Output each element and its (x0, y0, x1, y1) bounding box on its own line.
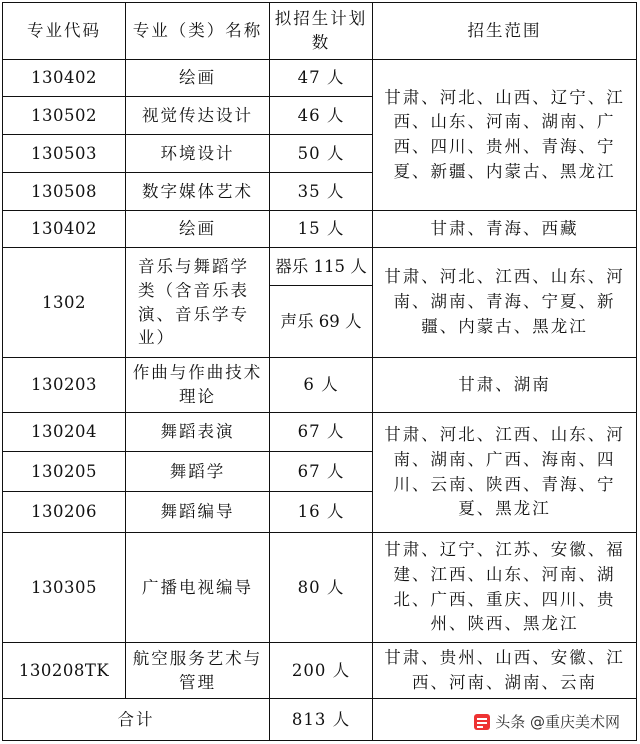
plan-count-instrumental: 器乐 115 人 (270, 248, 373, 286)
region-scope: 甘肃、河北、江西、山东、河南、湖南、广西、海南、四川、云南、陕西、青海、宁夏、黑龙江 (373, 413, 637, 533)
plan-count: 46 人 (270, 97, 373, 135)
plan-count: 67 人 (270, 413, 373, 452)
plan-count: 80 人 (270, 533, 373, 643)
major-code: 130503 (3, 135, 126, 173)
major-code: 130508 (3, 173, 126, 211)
major-code: 130402 (3, 211, 126, 248)
total-plan-count: 813 人 (270, 699, 373, 741)
major-code: 130204 (3, 413, 126, 452)
header-scope: 招生范围 (373, 3, 637, 60)
table-row (3, 211, 637, 248)
header-name: 专业（类）名称 (126, 3, 270, 60)
major-name: 绘画 (126, 211, 270, 248)
plan-count: 67 人 (270, 452, 373, 492)
major-code: 130502 (3, 97, 126, 135)
major-code: 130203 (3, 358, 126, 413)
enrollment-table-wrapper (2, 2, 637, 741)
table-row (3, 248, 637, 286)
region-scope: 甘肃、辽宁、江苏、安徽、福建、江西、山东、河南、湖北、广西、重庆、四川、贵州、陕西、黑龙江 (373, 533, 637, 643)
major-code: 130305 (3, 533, 126, 643)
region-scope: 甘肃、湖南 (373, 358, 637, 413)
watermark-text: 头条 @重庆美术网 (495, 713, 620, 731)
major-code: 130206 (3, 492, 126, 533)
plan-count: 47 人 (270, 60, 373, 97)
major-name: 广播电视编导 (126, 533, 270, 643)
major-name: 舞蹈学 (126, 452, 270, 492)
plan-count: 6 人 (270, 358, 373, 413)
table-row (3, 60, 637, 97)
major-name: 作曲与作曲技术理论 (126, 358, 270, 413)
region-scope: 甘肃、河北、山西、辽宁、江西、山东、河南、湖南、广西、四川、贵州、青海、宁夏、新疆、内蒙古、黑龙江 (373, 60, 637, 211)
major-name: 环境设计 (126, 135, 270, 173)
table-row (3, 413, 637, 452)
table-row (3, 643, 637, 699)
major-name: 音乐与舞蹈学类（含音乐表演、音乐学专业） (126, 248, 270, 358)
watermark (467, 709, 626, 734)
region-scope: 甘肃、河北、江西、山东、河南、湖南、青海、宁夏、新疆、内蒙古、黑龙江 (373, 248, 637, 358)
plan-count: 35 人 (270, 173, 373, 211)
major-code: 130402 (3, 60, 126, 97)
major-name: 绘画 (126, 60, 270, 97)
toutiao-logo-icon (473, 713, 491, 731)
major-name: 舞蹈编导 (126, 492, 270, 533)
plan-count: 16 人 (270, 492, 373, 533)
major-code: 130205 (3, 452, 126, 492)
enrollment-plan-table (2, 2, 637, 741)
table-row (3, 533, 637, 643)
header-code: 专业代码 (3, 3, 126, 60)
major-name: 航空服务艺术与管理 (126, 643, 270, 699)
region-scope: 甘肃、青海、西藏 (373, 211, 637, 248)
plan-count: 15 人 (270, 211, 373, 248)
plan-count-vocal: 声乐 69 人 (270, 286, 373, 358)
plan-count: 200 人 (270, 643, 373, 699)
total-label: 合计 (3, 699, 270, 741)
major-name: 数字媒体艺术 (126, 173, 270, 211)
major-name: 视觉传达设计 (126, 97, 270, 135)
table-row (3, 358, 637, 413)
major-name: 舞蹈表演 (126, 413, 270, 452)
major-code: 130208TK (3, 643, 126, 699)
header-plan: 拟招生计划数 (270, 3, 373, 60)
region-scope: 甘肃、贵州、山西、安徽、江西、河南、湖南、云南 (373, 643, 637, 699)
major-code: 1302 (3, 248, 126, 358)
plan-count: 50 人 (270, 135, 373, 173)
header-row (3, 3, 637, 60)
